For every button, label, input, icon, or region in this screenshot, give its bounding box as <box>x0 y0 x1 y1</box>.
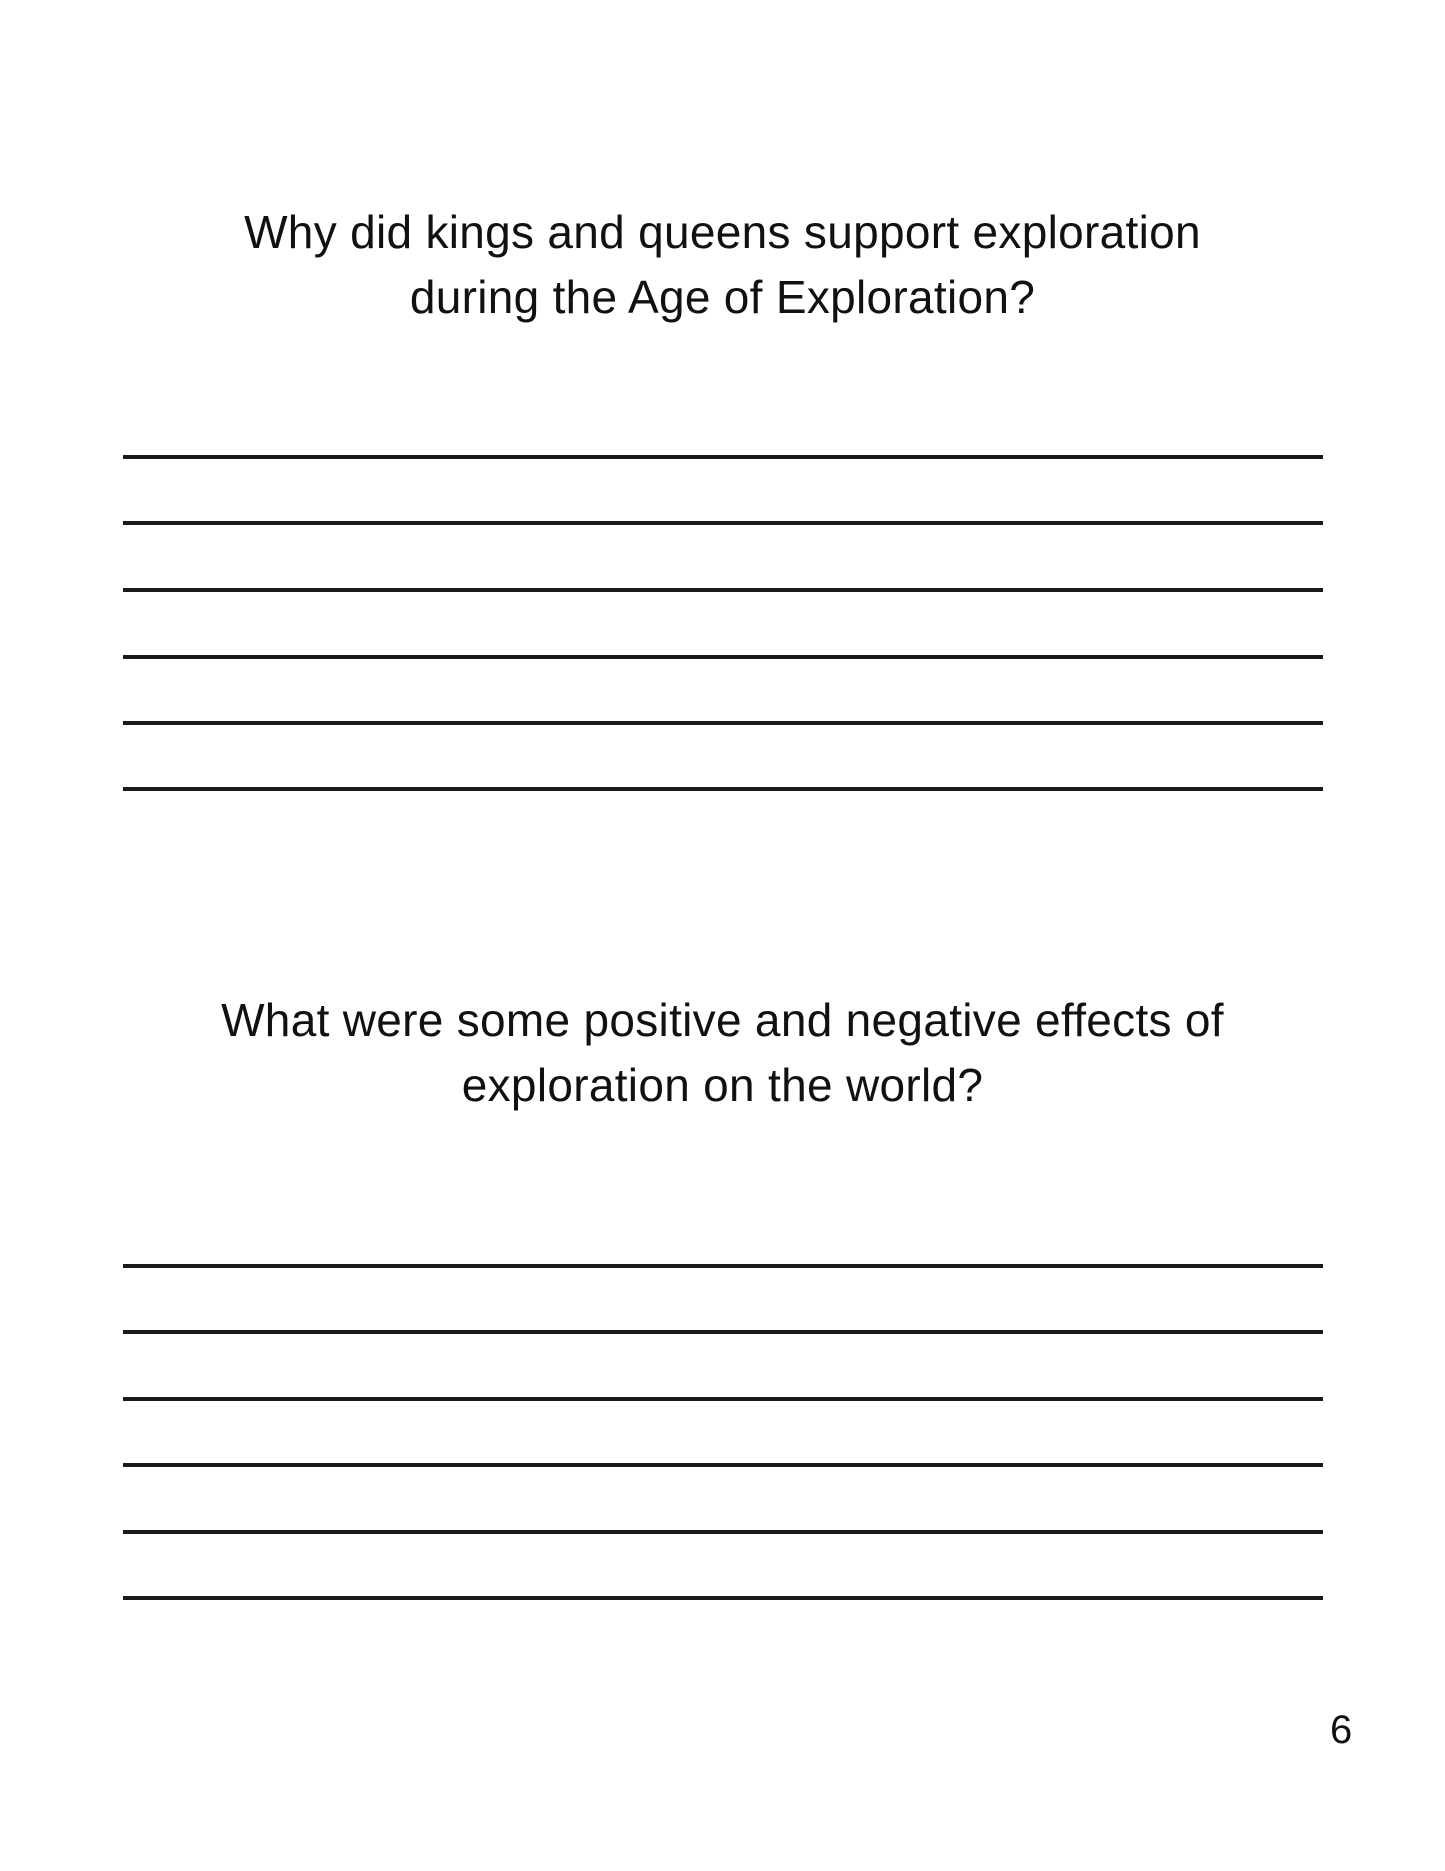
answer-line[interactable] <box>123 1530 1323 1534</box>
answer-line[interactable] <box>123 455 1323 459</box>
question-2-line-2: exploration on the world? <box>461 1059 984 1111</box>
page-number: 6 <box>1330 1708 1353 1752</box>
answer-line[interactable] <box>123 521 1323 525</box>
answer-line[interactable] <box>123 1463 1323 1467</box>
answer-line[interactable] <box>123 1397 1323 1401</box>
answer-line[interactable] <box>123 655 1323 659</box>
answer-line[interactable] <box>123 721 1323 725</box>
answer-line[interactable] <box>123 1596 1323 1600</box>
question-1 <box>0 200 1445 330</box>
answer-line[interactable] <box>123 588 1323 592</box>
answer-line[interactable] <box>123 787 1323 791</box>
question-1-line-2: during the Age of Exploration? <box>409 271 1036 323</box>
question-2-line-1: What were some positive and negative effects of <box>221 994 1224 1046</box>
question-1-line-1: Why did kings and queens support exploration <box>244 206 1201 258</box>
answer-line[interactable] <box>123 1330 1323 1334</box>
question-2 <box>0 988 1445 1118</box>
answer-line[interactable] <box>123 1264 1323 1268</box>
